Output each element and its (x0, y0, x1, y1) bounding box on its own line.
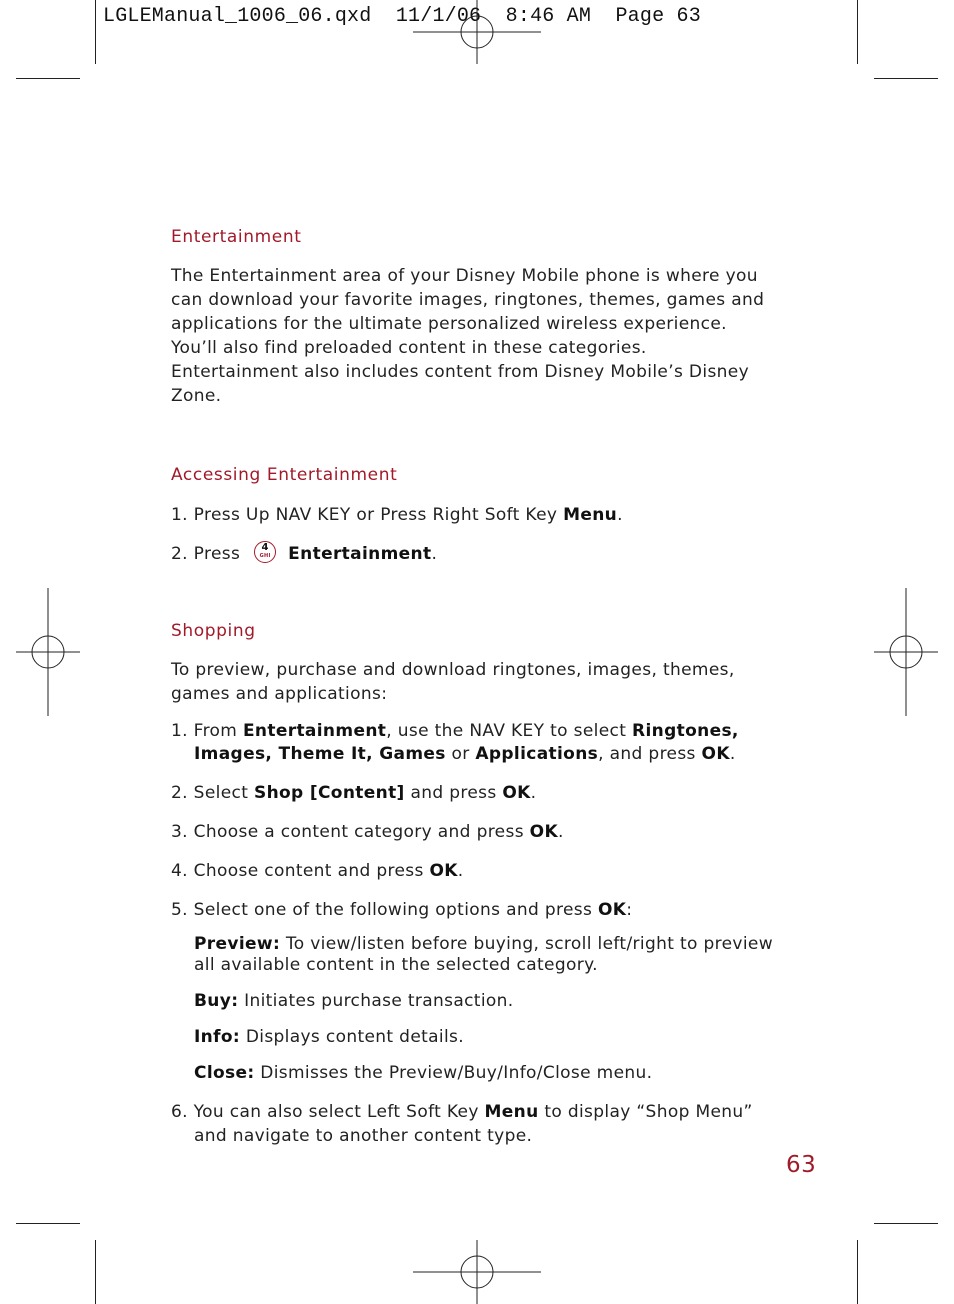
option-close (171, 1063, 781, 1084)
step-bold: Menu (484, 1102, 539, 1122)
shopping-step-6 (171, 1100, 781, 1148)
step-text: 3. Choose a content category and press (171, 822, 530, 842)
step-text: . (431, 544, 438, 564)
shopping-step-5 (171, 898, 781, 922)
step-text: : (626, 900, 633, 920)
step-text: 1. From (171, 721, 243, 741)
section-heading-accessing: Accessing Entertainment (171, 465, 398, 485)
registration-mark-bottom (413, 1240, 541, 1304)
option-label: Buy: (194, 991, 239, 1011)
accessing-step-2 (171, 542, 781, 566)
body-line: games and applications: (171, 684, 388, 704)
shopping-step-2 (171, 781, 781, 805)
step-text: or (445, 744, 476, 764)
slug-line: LGLEManual_1006_06.qxd 11/1/06 8:46 AM Page 63 (103, 5, 701, 28)
crop-mark (857, 1240, 858, 1304)
accessing-step-1 (171, 503, 781, 527)
shopping-intro (171, 658, 781, 706)
shopping-step-3 (171, 820, 781, 844)
option-text: Initiates purchase transaction. (238, 991, 514, 1011)
option-text: Displays content details. (240, 1027, 465, 1047)
crop-mark (16, 1223, 80, 1224)
option-text: all available content in the selected category. (194, 955, 598, 975)
body-line: can download your favorite images, ringtones, themes, games and (171, 290, 765, 310)
step-bold: Ringtones, (632, 721, 739, 741)
option-label: Info: (194, 1027, 241, 1047)
page-number: 63 (786, 1152, 817, 1178)
option-preview (171, 934, 781, 976)
step-bold: Shop [Content] (253, 783, 405, 803)
body-line: The Entertainment area of your Disney Mobile phone is where you (171, 266, 758, 286)
step-text: . (617, 505, 623, 525)
step-bold: Menu (563, 505, 618, 525)
step-bold: OK (701, 744, 730, 764)
page-content (171, 226, 781, 1148)
option-label: Close: (194, 1063, 255, 1083)
option-text: Dismisses the Preview/Buy/Info/Close menu. (254, 1063, 653, 1083)
step-text: , use the NAV KEY to select (386, 721, 633, 741)
body-line: applications for the ultimate personalized wireless experience. (171, 314, 727, 334)
option-label: Preview: (194, 934, 281, 954)
step-bold: OK (429, 861, 458, 881)
shopping-step-4 (171, 859, 781, 883)
step-text: 5. Select one of the following options and press (171, 900, 598, 920)
step-text: and navigate to another content type. (194, 1126, 533, 1146)
body-line: Zone. (171, 386, 222, 406)
crop-mark (95, 0, 96, 64)
section-heading-shopping: Shopping (171, 621, 256, 641)
step-text: and press (404, 783, 503, 803)
step-text: . (557, 822, 564, 842)
step-text: to display “Shop Menu” (538, 1102, 753, 1122)
section-heading-entertainment: Entertainment (171, 227, 302, 247)
crop-mark (95, 1240, 96, 1304)
registration-mark-top (413, 0, 541, 64)
step-text: 1. Press Up NAV KEY or Press Right Soft Key (171, 505, 564, 525)
registration-mark-right (874, 588, 938, 716)
step-bold: OK (529, 822, 558, 842)
key-number: 4 (261, 542, 269, 553)
step-bold: Entertainment (242, 721, 387, 741)
crop-mark (874, 1223, 938, 1224)
step-text: 6. You can also select Left Soft Key (171, 1102, 485, 1122)
body-line: You’ll also find preloaded content in these categories. (171, 338, 647, 358)
step-text: 4. Choose content and press (171, 861, 430, 881)
body-line: Entertainment also includes content from Disney Mobile’s Disney (171, 362, 749, 382)
shopping-step-1 (171, 720, 781, 766)
entertainment-body (171, 264, 781, 408)
crop-mark (857, 0, 858, 64)
step-text: . (457, 861, 464, 881)
step-text: . (729, 744, 736, 764)
option-text: To view/listen before buying, scroll left/right to preview (280, 934, 773, 954)
step-text: . (530, 783, 537, 803)
step-text: 2. Select (171, 783, 254, 803)
step-bold: Applications (475, 744, 599, 764)
option-info (171, 1027, 781, 1048)
key-letters: GHI (259, 553, 271, 559)
step-bold: Entertainment (288, 544, 432, 564)
body-line: To preview, purchase and download ringtones, images, themes, (171, 660, 735, 680)
step-text: 2. Press (171, 544, 241, 564)
option-buy (171, 991, 781, 1012)
step-bold: OK (502, 783, 531, 803)
crop-mark (16, 78, 80, 79)
registration-mark-left (16, 588, 80, 716)
crop-mark (874, 78, 938, 79)
step-bold: Images, Theme It, Games (194, 744, 446, 764)
key-4-icon (254, 541, 276, 563)
step-text: , and press (598, 744, 702, 764)
step-bold: OK (597, 900, 627, 920)
